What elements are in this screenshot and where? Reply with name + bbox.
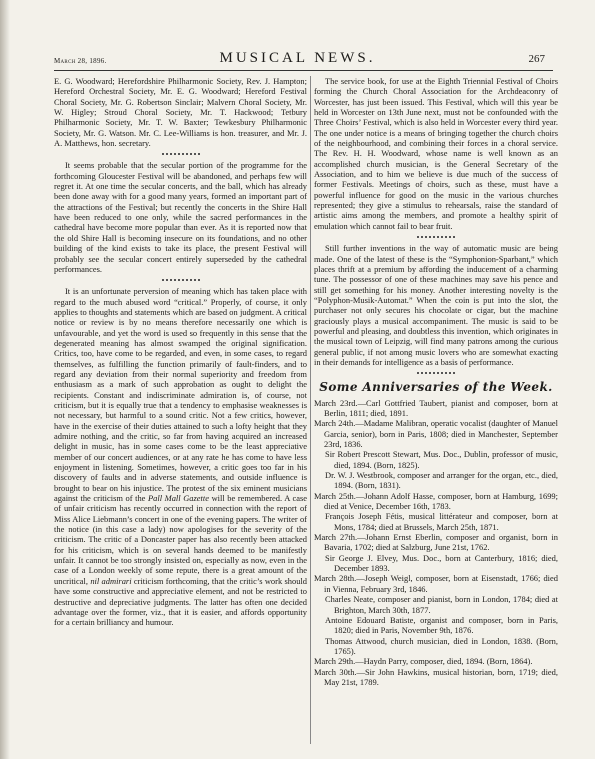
- anniversary-entry: March 27th.—Johann Ernst Eberlin, composer and organist, born in Bavaria, 1702; died at Salzburg, June 21st, 1762.: [314, 532, 558, 553]
- anniversary-entry: March 24th.—Madame Malibran, operatic vocalist (daughter of Manuel Garcia, senior), born in Paris, 1808; died in Manchester, September 23rd, 1836.: [314, 418, 558, 449]
- anniversary-entry: March 29th.—Haydn Parry, composer, died, 1894. (Born, 1864).: [314, 656, 533, 667]
- section-separator: [314, 367, 558, 379]
- header-rule: [54, 70, 553, 71]
- section-separator: [314, 231, 558, 243]
- anniversary-entry: Sir George J. Elvey, Mus. Doc., born at Canterbury, 1816; died, December 1893.: [325, 552, 558, 574]
- anniversary-entry: François Joseph Fétis, musical littérateur and composer, born at Mons, 1784; died at Brussels, March 25th, 1871.: [325, 511, 558, 532]
- critical-text-part-1: It is an unfortunate perversion of meaning which has taken place with regard to the much abused word “critical.” Properly, of course, it only applies to thoughts and statements which are based on judgment. A critical notice or review is by no means therefore necessarily one which is unfavourable, and yet the word is used so frequently in this sense that the degenerated meaning has almost swamped the original signification. Critics, too, have come to be regarded, and even, in some cases, to regard themselves, as fulfilling the function primarily of fault-finders, and to regard any deviation from their normal superiority and freedom from enthusiasm as a mark of such approbation as ought to delight the recipients. Constant and indiscriminate admiration is, of course, not criticism, but it is equally true that a tendency to emphasise weaknesses is not necessary, but harmful to a sound critic. Not a few critics, however, have in the exercise of their duties attained to such a lofty height that they admire nothing, and the critic, so far from having acquired an increased delight in music, has in some cases come to be the least appreciative member of our concert audiences, or at any rate he has come to have less enjoyment in listening. Sometimes, however, a critic goes too far in his discovery of faults and in adverse statements, and outside influence is brought to bear on his injustice. The protest of the six eminent musicians against the criticism of the: [54, 286, 307, 504]
- anniversary-entry: Dr. W. J. Westbrook, composer and arranger for the organ, etc., died, 1894. (Born, 1831).: [325, 470, 558, 491]
- left-paragraph-critical: [54, 286, 307, 627]
- critical-italic-nil-admirari: nil admirari: [90, 575, 132, 586]
- anniversary-entry: Sir Robert Prescott Stewart, Mus. Doc., Dublin, professor of music, died, 1894. (Born, 1825).: [325, 449, 558, 470]
- left-paragraph-societies: E. G. Woodward; Herefordshire Philharmonic Society, Rev. J. Hampton; Hereford Orchestral Society, Mr. E. G. Woodward; Hereford Festival Choral Society, Mr. G. Robertson Sinclair; Malvern Choral Society, Mr. W. Higley; Stroud Choral Society, Mr. T. Hackwood; Tetbury Philharmonic Society, Mr. T. W. Baxter; Tewkesbury Philharmonic Society, Mr. G. Watson. Mr. C. Lee-Williams is hon. treasurer, and Mr. J. A. Matthews, hon. secretary.: [54, 76, 307, 149]
- anniversary-entry: March 25th.—Johann Adolf Hasse, composer, born at Hamburg, 1699; died at Venice, December 16th, 1783.: [314, 490, 558, 512]
- anniversaries-heading: Some Anniversaries of the Week.: [319, 380, 553, 395]
- right-paragraph-automatic-music: Still further inventions in the way of automatic music are being made. One of the latest of these is the “Symphonion-Sparbant,” which places thrift at a premium by affording the inducement of a charming tune. The possessor of one of these machines may save his pence and still get something for his money. Another interesting novelty is the “Polyphon-Musik-Automat.” When the coin is put into the slot, the purchaser not only secures his chocolate or cigar, but the machine graciously plays a musical accompaniment. The music is said to be powerful and pleasing, and doubtless this invention, which originates in the musical town of Leipzig, will find many patrons among the curious general public, if not among music lovers who are somewhat exacting in their demands for intelligence as a basis of performance.: [314, 243, 558, 367]
- critical-text-part-3: criticism forthcoming, that the critic’s work should have some constructive and appreciative element, and not be restricted to destructive and depreciative judgments. The latter has often one decided advantage over the former, viz., that it is easier, and affords opportunity for a certain brilliancy and humour.: [54, 575, 308, 628]
- section-separator: [54, 148, 307, 160]
- anniversary-entry: Antoine Edouard Batiste, organist and composer, born in Paris, 1820; died in Paris, November 9th, 1876.: [325, 614, 558, 636]
- anniversaries-list: [314, 398, 558, 688]
- page-gutter-shadow: [0, 0, 10, 759]
- column-divider: [310, 76, 311, 744]
- page-header: [0, 0, 595, 70]
- anniversary-entry: Charles Neate, composer and pianist, born in London, 1784; died at Brighton, March 30th, 1877.: [325, 594, 558, 615]
- left-column: [54, 76, 307, 628]
- anniversary-entry: March 30th.—Sir John Hawkins, musical historian, born, 1719; died, May 21st, 1789.: [314, 666, 558, 687]
- header-title: MUSICAL NEWS.: [219, 50, 376, 66]
- header-date: March 28, 1896.: [54, 57, 107, 65]
- left-paragraph-gloucester: It seems probable that the secular portion of the programme for the forthcoming Gloucester Festival will be abandoned, and perhaps few will regret it. At one time the secular concerts, and the ball, which has already been done away with for a good many years, formed an important part of the attractions of the Festival; but recently the concerts in the Shire Hall have been reduced to one only, while the sacred performances in the cathedral have become more popular than ever. As it is reported now that the old Shire Hall is becoming insecure on its foundations, and no other building of the kind exists to take its place, the present Festival will probably see the secular concert entirely superseded by the cathedral performances.: [54, 160, 307, 274]
- anniversary-entry: March 23rd.—Carl Gottfried Taubert, pianist and composer, born at Berlin, 1811; died, 1891.: [314, 397, 558, 418]
- header-page-number: 267: [528, 53, 545, 65]
- anniversary-entry: Thomas Attwood, church musician, died in London, 1838. (Born, 1765).: [325, 635, 558, 656]
- right-column: [314, 76, 558, 687]
- right-paragraph-service-book: The service book, for use at the Eighth Triennial Festival of Choirs forming the Church Choral Association for the Archdeaconry of Worcester, has just been issued. This Festival, which will this year be held in Worcester on 13th June next, must not be confounded with the Three Choirs’ Festival, which is also held in Worcester every third year. The one under notice is a means of bringing together the church choirs of the neighbourhood, and combining their forces in a choral service. The Rev. H. H. Woodward, whose name is well known as an accomplished church musician, is the General Secretary of the Association, and to him we believe is due much of the success of former Festivals. Meetings of choirs, such as these, must have a powerful influence for good on the music in the various churches represented; they give a stimulus to rehearsals, raise the standard of artistic aims among the members, and promote a healthy spirit of emulation which cannot fail to bear fruit.: [314, 76, 558, 231]
- critical-text-part-2: will be remembered. A case of unfair criticism has recently occurred in connection with the report of Miss Alice Liebmann’s concert in one of the evening papers. The writer of the notice (in this case a lady) now apologises for the severity of the criticism. The critic of a Doncaster paper has also recently been attacked for his criticism, which is on several hands deemed to be manifestly unfair. It cannot be too strongly insisted on, especially as now, even in the case of a London weekly of some repute, there is a great amount of the uncritical,: [54, 493, 307, 586]
- section-separator: [54, 274, 307, 286]
- anniversary-entry: March 28th.—Joseph Weigl, composer, born at Eisenstadt, 1766; died in Vienna, February 3rd, 1846.: [314, 573, 558, 594]
- critical-italic-pall-mall: Pall Mall Gazette: [148, 493, 209, 504]
